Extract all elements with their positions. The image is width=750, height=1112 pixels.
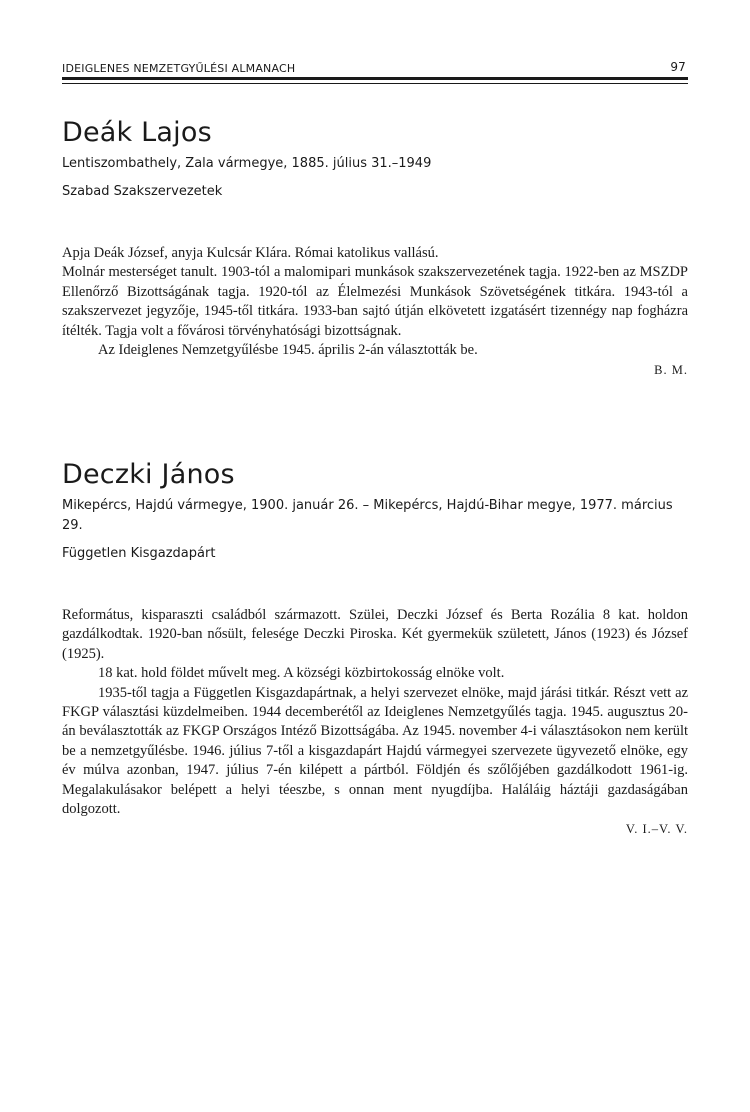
biography-entry [62, 116, 688, 378]
entry-body [62, 244, 688, 360]
entry-party: Szabad Szakszervezetek [62, 184, 223, 199]
entry-name: Deák Lajos [62, 117, 212, 148]
entry-paragraph: Molnár mesterséget tanult. 1903-tól a malomipari munkások szakszervezetének tagja. 1922-ben az MSZDP Ellenőrző Bizottságának tagja. 1920-tól az Élelmezési Munkások Szövetségének titkára. 1943-tól a szakszervezet jegyzője, 1945-től titkára. 1933-ban sajtó útján elkövetett izgatásért tizennégy nap fogházra ítélték. Tagja volt a fővárosi törvényhatósági bizottságnak. [62, 264, 688, 339]
entry-party: Független Kisgazdapárt [62, 546, 216, 561]
header-rule-thin [62, 83, 688, 84]
biography-entry [62, 458, 688, 837]
entry-birth-line: Lentiszombathely, Zala vármegye, 1885. július 31.–1949 [62, 156, 432, 171]
entry-paragraph: 18 kat. hold földet művelt meg. A községi közbirtokosság elnöke volt. [98, 665, 505, 682]
running-header [62, 60, 688, 76]
entry-paragraph: Apja Deák József, anyja Kulcsár Klára. Római katolikus vallású. [62, 245, 439, 261]
entry-name: Deczki János [62, 459, 235, 490]
entry-birth-line: Mikepércs, Hajdú vármegye, 1900. január 26. – Mikepércs, Hajdú-Bihar megye, 1977. március 29. [62, 498, 673, 533]
entry-body [62, 606, 688, 819]
entry-signature: V. I.–V. V. [625, 822, 688, 837]
entry-paragraph: 1935-től tagja a Független Kisgazdapártnak, a helyi szervezet elnöke, majd járási titkár. Részt vett az FKGP választási küzdelmeiben. 1944 decemberétől az Ideiglenes Nemzetgyűlés tagja. 1945. augusztus 20-án beválasztották az FKGP Országos Intéző Bizottságába. Az 1945. november 4-i választásokon nem került be a nemzetgyűlésbe. 1946. július 7-től a kisgazdapárt Hajdú vármegyei szervezete ügyvezető elnöke, egy év múlva azonban, 1947. július 7-én kilépett a pártból. Földjén és szőlőjében gazdálkodott 1961-ig. Megalakulásakor belépett a helyi téeszbe, s onnan ment nyugdíjba. Haláláig háztáji gazdaságában dolgozott. [62, 684, 688, 818]
header-rule-thick [62, 77, 688, 80]
entry-paragraph: Református, kisparaszti családból származott. Szülei, Deczki József és Berta Rozália 8 kat. holdon gazdálkodtak. 1920-ban nősült, felesége Deczki Piroska. Két gyermekük született, János (1923) és József (1925). [62, 607, 688, 662]
entry-paragraph: Az Ideiglenes Nemzetgyűlésbe 1945. április 2-án választották be. [98, 342, 478, 359]
page-number: 97 [670, 60, 686, 74]
entry-signature: B. M. [654, 363, 688, 378]
running-title: IDEIGLENES NEMZETGYŰLÉSI ALMANACH [62, 62, 296, 75]
